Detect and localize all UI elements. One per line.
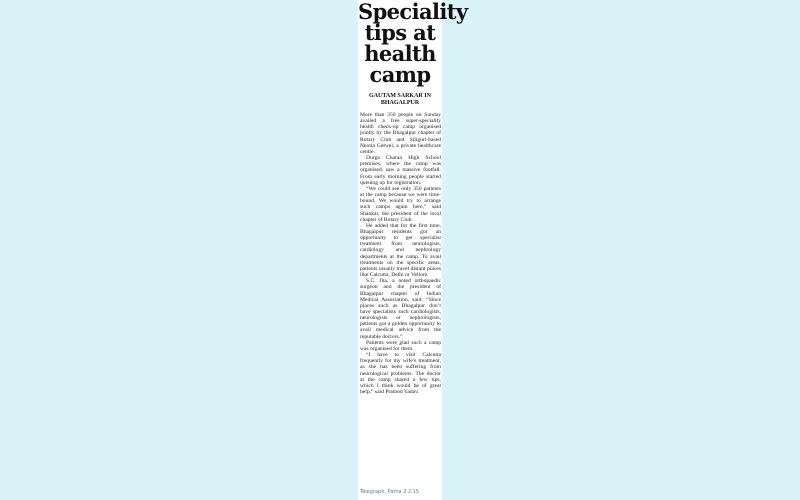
article-paragraph: “I have to visit Calcutta frequently for my wife’s treatment, as she has been suffering from neurological problems. The doctor at the camp shared a few tips, which I think would be of great help,” said Pramod Yadav. bbox=[360, 352, 441, 396]
article-headline: Speciality tips at health camp bbox=[358, 0, 468, 87]
newspaper-clipping bbox=[358, 0, 468, 500]
article-byline: GAUTAM SARKAR IN BHAGALPUR bbox=[369, 93, 431, 106]
article-paragraph: He added that for the first time, Bhagalpur residents got an opportunity to get specialist treatment from neurologists, cardiology and nephrology departments at the camp. To avail treatments on the specific areas, patients usually travel distant places like Calcutta, Delhi or Vellore. bbox=[360, 222, 441, 279]
article-body bbox=[358, 112, 442, 395]
article-paragraph: “We could see only 350 patients at the camp because we were time-bound. We would try to arrange such camps again here,” said Shankar, the president of the local chapter of Rotary Club. bbox=[360, 185, 441, 223]
source-credit: Telegraph, Patna 2.2.15 bbox=[360, 489, 420, 495]
article-paragraph: S.C. Jha, a noted orthopaedic surgeon and the president of Bhagalpur chapter of Indian Medical Association, said: “Since places such as Bhagalpur don’t have specialists such cardiologists, neurologists or nephrologists, patients got a golden opportunity to avail medical advice from the reputable doctors.” bbox=[360, 278, 441, 340]
article-paragraph: Patients were glad such a camp was organised for them. bbox=[360, 339, 441, 352]
article-paragraph: Durga Charan High School premises, where the camp was organised, saw a massive footfall. From early morning people started queuing up for registration. bbox=[360, 155, 441, 186]
article-paragraph: More than 350 people on Sunday availed a free super-speciality health check-up camp organised jointly by the Bhagalpur chapter of Rotary Club and Siliguri-based Neotia Getwel, a private healthcare centre. bbox=[360, 112, 441, 155]
